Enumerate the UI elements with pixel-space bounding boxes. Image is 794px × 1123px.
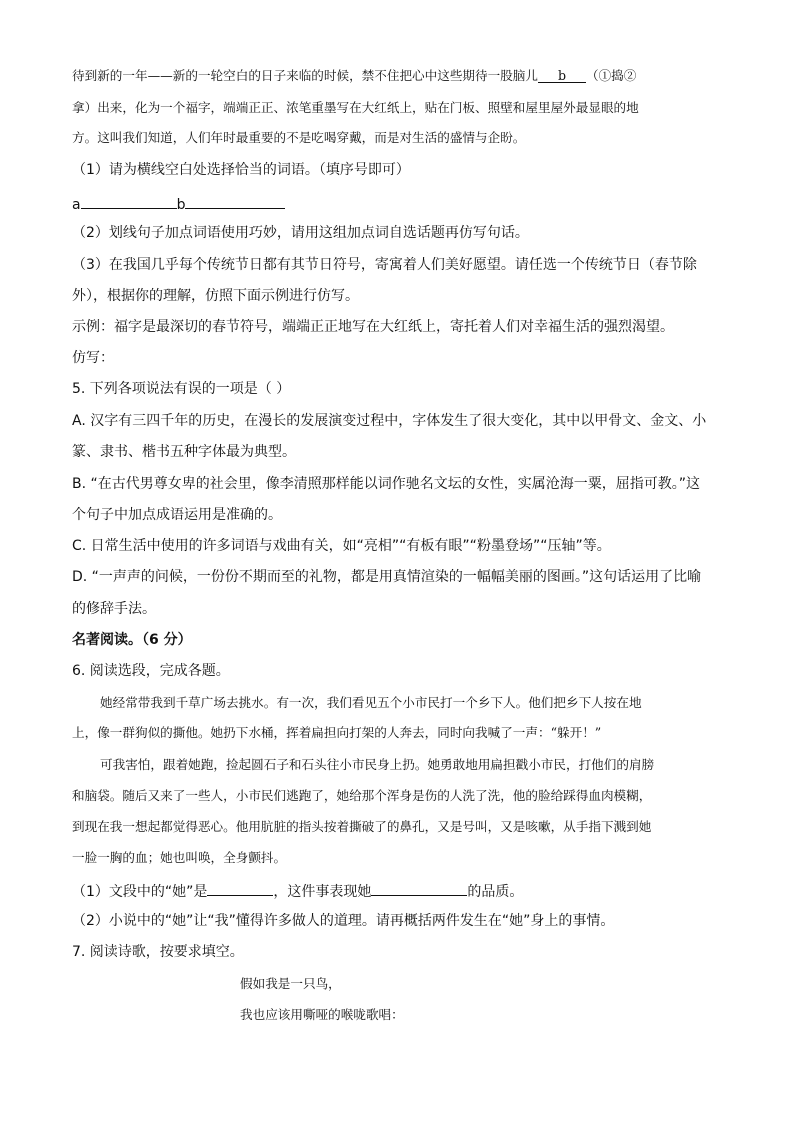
fill-blank-b[interactable] (538, 66, 586, 83)
section-heading: 名著阅读。（6 分） (72, 632, 192, 648)
q5-option-b-line-1: B. “在古代男尊女卑的社会里，像李清照那样能以词作驰名文坛的女性，实属沧海一粟，屈指可教。”这 (72, 476, 701, 492)
q6-sub2: （2）小说中的“她”让“我”懂得许多做人的道理。请再概括两件发生在“她”身上的事情。 (72, 913, 615, 929)
q6-sub1 (72, 879, 523, 902)
q4-answer-line (72, 192, 285, 215)
q4-imitate-label: 仿写： (72, 350, 114, 366)
q6-excerpt-p1-line-2: 上，像一群狗似的撕他。她扔下水桶，挥着扁担向打架的人奔去，同时向我喊了一声：“躲开！” (72, 725, 602, 740)
answer-label-a: a (72, 197, 81, 213)
q5-option-b-line-2: 个句子中加点成语运用是准确的。 (72, 507, 282, 523)
q6-sub1-text: 的品质。 (467, 884, 524, 900)
answer-blank-quality[interactable] (371, 879, 467, 896)
q5-option-a-line-2: 篆、隶书、楷书五种字体最为典型。 (72, 444, 296, 460)
poem-line-2: 我也应该用嘶哑的喉咙歌唱： (240, 1007, 404, 1022)
q7-stem: 7. 阅读诗歌，按要求填空。 (72, 944, 244, 960)
poem-line-1: 假如我是一只鸟， (240, 976, 341, 991)
q6-sub1-text: ，这件事表现她 (273, 884, 372, 900)
q6-stem: 6. 阅读选段，完成各题。 (72, 663, 230, 679)
q5-option-c: C. 日常生活中使用的许多词语与戏曲有关，如“亮相”“有板有眼”“粉墨登场”“压轴”等。 (72, 538, 611, 554)
q4-sub1: （1）请为横线空白处选择恰当的词语。（填序号即可） (72, 162, 410, 178)
q4-sub3-line-1: （3）在我国几乎每个传统节日都有其节日符号，寄寓着人们美好愿望。请任选一个传统节日（春节除 (72, 257, 697, 273)
passage-line-1 (72, 66, 636, 86)
passage-text: 待到新的一年——新的一轮空白的日子来临的时候，禁不住把心中这些期待一股脑儿 (72, 68, 538, 83)
blank-label: b (557, 68, 566, 83)
q4-sub3-line-2: 外），根据你的理解，仿照下面示例进行仿写。 (72, 288, 359, 304)
q6-excerpt-p1-line-1: 她经常带我到千草广场去挑水。有一次，我们看见五个小市民打一个乡下人。他们把乡下人按在地 (100, 695, 642, 710)
q6-excerpt-p2-line-1: 可我害怕，跟着她跑，捡起圆石子和石头往小市民身上扔。她勇敢地用扁担戳小市民，打他们的肩膀 (100, 757, 655, 772)
answer-blank-b[interactable] (185, 192, 285, 209)
q6-sub1-text: （1）文段中的“她”是 (72, 884, 208, 900)
answer-blank-who[interactable] (207, 879, 273, 896)
q6-excerpt-p2-line-3: 到现在我一想起都觉得恶心。他用肮脏的指头按着撕破了的鼻孔，又是号叫，又是咳嗽，从手指下溅到她 (72, 819, 652, 834)
answer-label-b: b (176, 197, 186, 213)
answer-blank-a[interactable] (81, 192, 177, 209)
passage-line-2: 拿）出来，化为一个福字，端端正正、浓笔重墨写在大红纸上，贴在门板、照壁和屋里屋外最显眼的地 (72, 100, 639, 115)
q4-sub2: （2）划线句子加点词语使用巧妙，请用这组加点词自选话题再仿写句话。 (72, 225, 529, 241)
passage-text: （①捣② (585, 68, 637, 83)
q5-option-d-line-2: 的修辞手法。 (72, 601, 156, 617)
q5-option-a-line-1: A. 汉字有三四千年的历史，在漫长的发展演变过程中，字体发生了很大变化，其中以甲骨文、金文、小 (72, 413, 707, 429)
q5-option-d-line-1: D. “一声声的问候，一份份不期而至的礼物，都是用真情渲染的一幅幅美丽的图画。”这句话运用了比喻 (72, 569, 702, 585)
q6-excerpt-p2-line-2: 和脑袋。随后又来了一些人，小市民们逃跑了，她给那个浑身是伤的人洗了洗，他的脸给踩得血肉模糊， (72, 788, 652, 803)
q4-example: 示例：福字是最深切的春节符号，端端正正地写在大红纸上，寄托着人们对幸福生活的强烈渴望。 (72, 319, 674, 335)
passage-line-3: 方。这叫我们知道，人们年时最重要的不是吃喝穿戴，而是对生活的盛情与企盼。 (72, 130, 526, 145)
q6-excerpt-p2-line-4: 一脸一胸的血；她也叫唤，全身颤抖。 (72, 850, 287, 865)
q5-stem: 5. 下列各项说法有误的一项是（ ） (72, 381, 291, 397)
